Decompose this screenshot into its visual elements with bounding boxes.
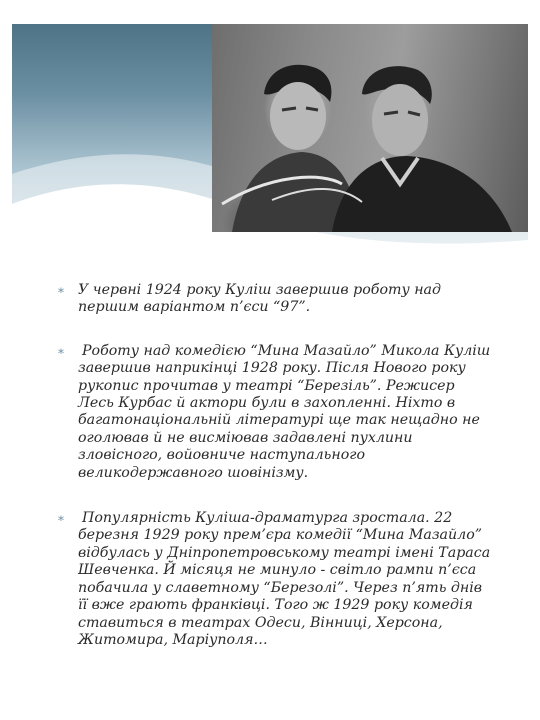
portrait-photo-icon xyxy=(212,24,528,232)
bullet-text: Популярність Куліша-драматурга зростала. 22 березня 1929 року прем’єра комедії “Мина Мазайло” відбулась у Дніпропетровському театрі імені Тараса Шевченка. Й місяця не минуло - світло рампи п’єса побачила у славетному “Березолі”. Через п’ять днів її вже грають франківці. Того ж 1929 року комедія ставиться в театрах Одеси, Вінниці, Херсона, Житомира, Маріуполя… xyxy=(78,510,491,648)
bullet-list xyxy=(54,282,494,675)
list-item xyxy=(54,510,494,649)
bullet-text: У червні 1924 року Куліш завершив роботу над першим варіантом п’єси “97”. xyxy=(78,282,441,316)
bullet-marker: ∗ xyxy=(56,511,66,526)
bullet-marker: ∗ xyxy=(56,283,66,297)
portrait-photo xyxy=(212,24,528,232)
bullet-text: Роботу над комедією “Мина Мазайло” Микола Куліш завершив наприкінці 1928 року. Після Нового року рукопис прочитав у театрі “Березіль”. Режисер Лесь Курбас й актори були в захопленні. Ніхто в багатонаціональній літературі ще так нещадно не оголював й не висміював задавлені пухлини зловісного, войовниче наступального великодержавного шовінізму. xyxy=(78,342,491,481)
bullet-marker: ∗ xyxy=(56,343,66,358)
list-item xyxy=(54,343,494,482)
list-item xyxy=(54,282,494,317)
